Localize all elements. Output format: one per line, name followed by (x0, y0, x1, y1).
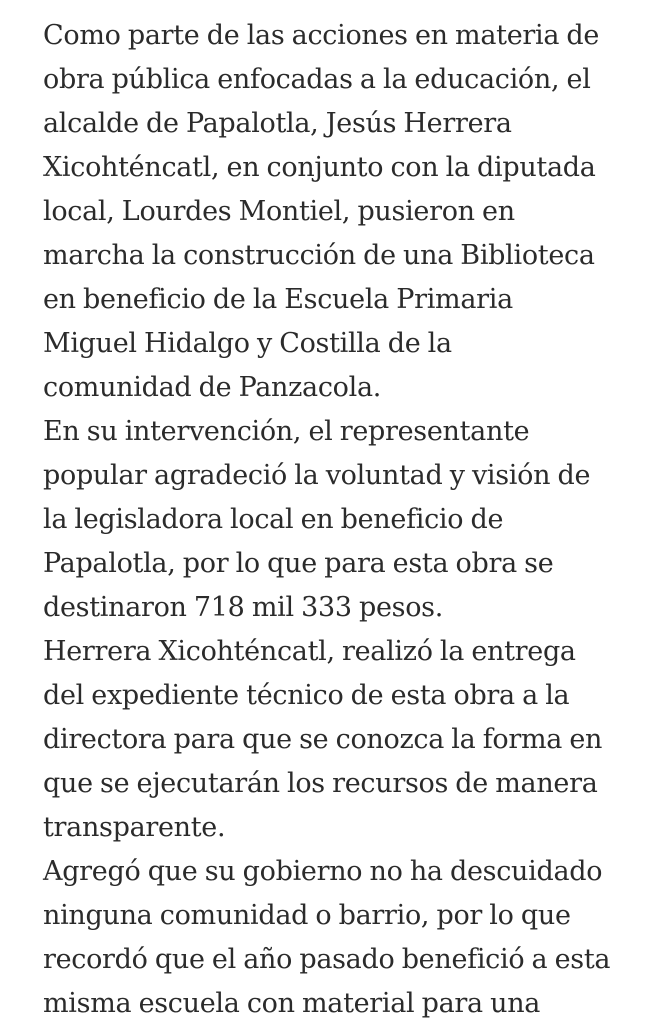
text-line: que se ejecutarán los recursos de manera (43, 768, 598, 799)
text-line: transparente. (43, 812, 226, 843)
article-body (43, 14, 643, 1026)
text-line: recordó que el año pasado benefició a esta (43, 944, 611, 975)
text-line: del expediente técnico de esta obra a la (43, 680, 570, 711)
text-line: obra pública enfocadas a la educación, el (43, 64, 591, 95)
text-line: local, Lourdes Montiel, pusieron en (43, 196, 515, 227)
text-line: Xicohténcatl, en conjunto con la diputada (43, 152, 596, 183)
text-line: directora para que se conozca la forma en (43, 724, 603, 755)
text-line: alcalde de Papalotla, Jesús Herrera (43, 108, 512, 139)
paragraph-4 (43, 850, 643, 1026)
text-line: en beneficio de la Escuela Primaria (43, 284, 513, 315)
text-line: marcha la construcción de una Biblioteca (43, 240, 595, 271)
text-line: comunidad de Panzacola. (43, 372, 382, 403)
text-line: Miguel Hidalgo y Costilla de la (43, 328, 452, 359)
paragraph-3 (43, 630, 643, 850)
text-line: popular agradeció la voluntad y visión de (43, 460, 591, 491)
text-line: la legisladora local en beneficio de (43, 504, 504, 535)
text-line: Como parte de las acciones en materia de (43, 20, 600, 51)
text-line: ninguna comunidad o barrio, por lo que (43, 900, 571, 931)
text-line: En su intervención, el representante (43, 416, 530, 447)
text-line: Agregó que su gobierno no ha descuidado (43, 856, 603, 887)
text-line: Papalotla, por lo que para esta obra se (43, 548, 554, 579)
text-line: misma escuela con material para una (43, 988, 541, 1019)
paragraph-1 (43, 14, 643, 410)
paragraph-2 (43, 410, 643, 630)
text-line: destinaron 718 mil 333 pesos. (43, 592, 444, 623)
text-line: Herrera Xicohténcatl, realizó la entrega (43, 636, 576, 667)
